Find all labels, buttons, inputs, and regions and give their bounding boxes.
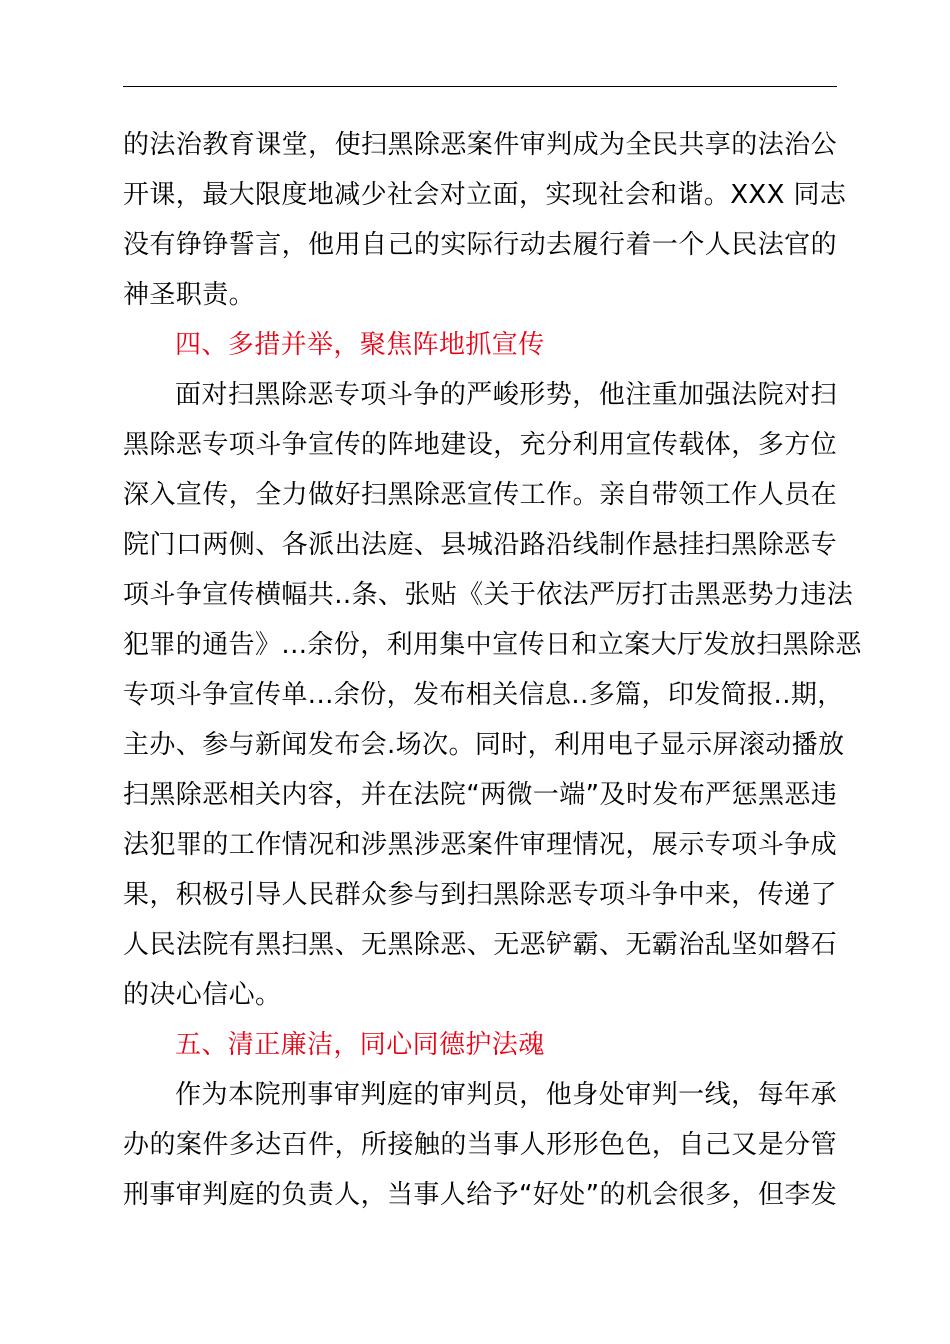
text-line: 的决心信心。 xyxy=(123,980,282,1010)
text-line: 扫黑除恶相关内容，并在法院“两微一端”及时发布严惩黑恶违 xyxy=(123,780,838,810)
text-line: 开课，最大限度地减少社会对立面，实现社会和谐。XXX 同志 xyxy=(123,180,847,210)
text-line: 办的案件多达百件，所接触的当事人形形色色，自己又是分管 xyxy=(123,1130,837,1160)
text-line: 项斗争宣传横幅共..条、张贴《关于依法严厉打击黑恶势力违法 xyxy=(123,580,854,610)
document-body xyxy=(123,120,862,1220)
text-line: 面对扫黑除恶专项斗争的严峻形势，他注重加强法院对扫 xyxy=(175,380,837,410)
text-line: 犯罪的通告》...余份，利用集中宣传日和立案大厅发放扫黑除恶 xyxy=(123,630,862,660)
text-line: 的法治教育课堂，使扫黑除恶案件审判成为全民共享的法治公 xyxy=(123,130,837,160)
text-line: 深入宣传，全力做好扫黑除恶宣传工作。亲自带领工作人员在 xyxy=(123,480,837,510)
text-line: 主办、参与新闻发布会.场次。同时，利用电子显示屏滚动播放 xyxy=(123,730,845,760)
text-line: 刑事审判庭的负责人，当事人给予“好处”的机会很多，但李发 xyxy=(123,1180,838,1210)
text-line: 果，积极引导人民群众参与到扫黑除恶专项斗争中来，传递了 xyxy=(123,880,837,910)
text-line: 黑除恶专项斗争宣传的阵地建设，充分利用宣传载体，多方位 xyxy=(123,430,837,460)
text-line: 作为本院刑事审判庭的审判员，他身处审判一线，每年承 xyxy=(175,1080,837,1110)
section-heading-5: 五、清正廉洁，同心同德护法魂 xyxy=(175,1030,545,1060)
text-line: 专项斗争宣传单...余份，发布相关信息..多篇，印发简报..期， xyxy=(123,680,844,710)
text-line: 院门口两侧、各派出法庭、县城沿路沿线制作悬挂扫黑除恶专 xyxy=(123,530,837,560)
text-line: 神圣职责。 xyxy=(123,280,256,310)
text-line: 没有铮铮誓言，他用自己的实际行动去履行着一个人民法官的 xyxy=(123,230,837,260)
text-line: 法犯罪的工作情况和涉黑涉恶案件审理情况，展示专项斗争成 xyxy=(123,830,837,860)
section-heading-4: 四、多措并举，聚焦阵地抓宣传 xyxy=(175,330,545,360)
text-line: 人民法院有黑扫黑、无黑除恶、无恶铲霸、无霸治乱坚如磐石 xyxy=(123,930,837,960)
header-rule xyxy=(123,86,837,87)
